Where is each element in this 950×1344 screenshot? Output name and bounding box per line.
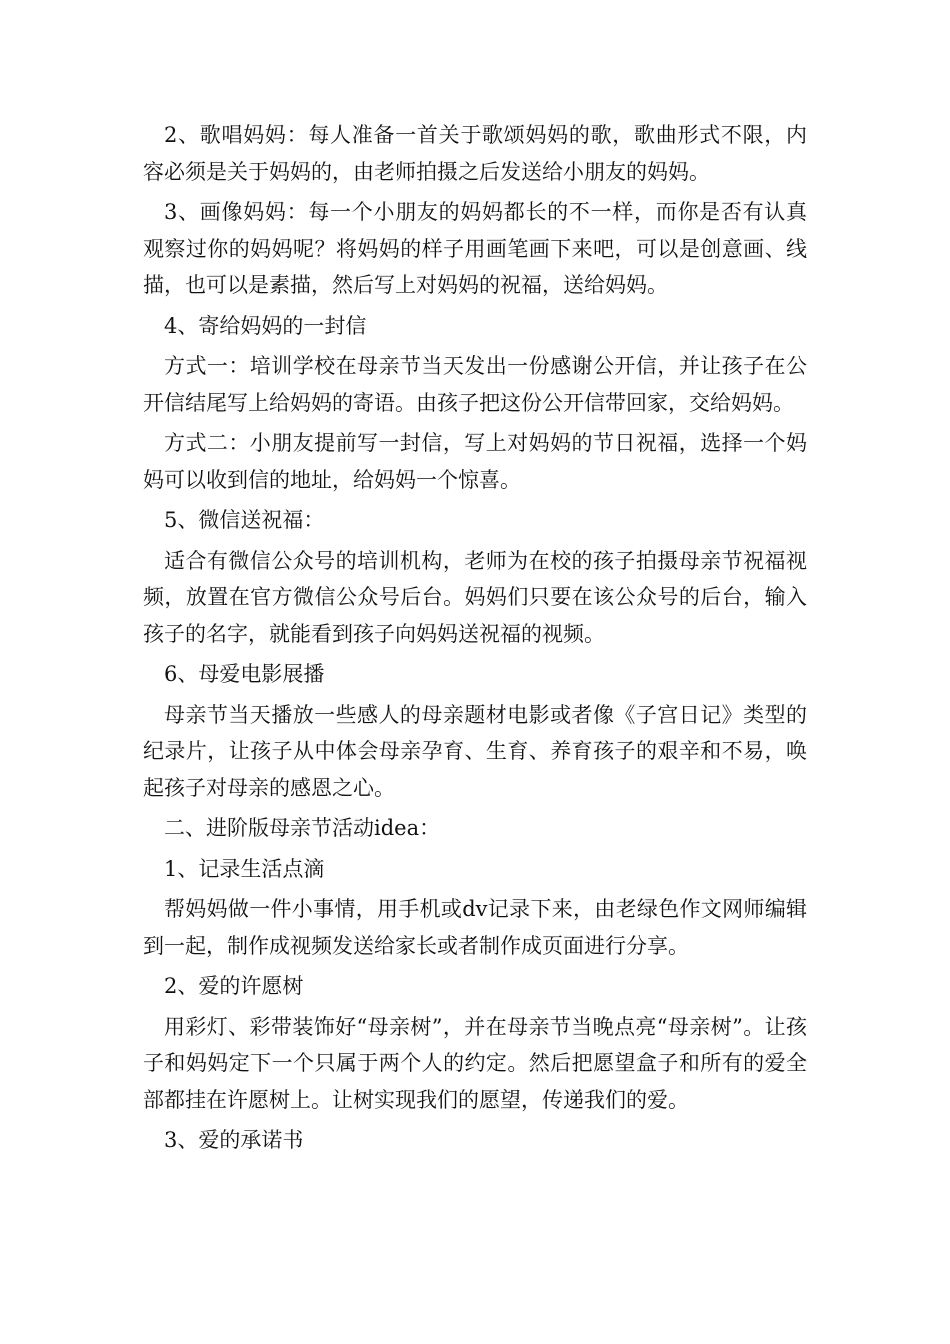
paragraph-method-one: 方式一：培训学校在母亲节当天发出一份感谢公开信，并让孩子在公开信结尾写上给妈妈的寄语。由孩子把这份公开信带回家，交给妈妈。 [143,354,807,415]
paragraph-record-life: 帮妈妈做一件小事情，用手机或dv记录下来，由老绿色作文网师编辑到一起，制作成视频发送给家长或者制作成页面进行分享。 [143,897,807,958]
paragraph-portrait-mom: 3、画像妈妈：每一个小朋友的妈妈都长的不一样，而你是否有认真观察过你的妈妈呢？将妈妈的样子用画笔画下来吧，可以是创意画、线描，也可以是素描，然后写上对妈妈的祝福，送给妈妈。 [143,200,807,297]
heading-record-life: 1、记录生活点滴 [164,856,325,881]
heading-movie-screening: 6、母爱电影展播 [164,662,325,686]
heading-wish-tree: 2、爱的许愿树 [164,974,304,998]
heading-wechat-wishes: 5、微信送祝福： [164,508,325,532]
paragraph-singing-mom: 2、歌唱妈妈：每人准备一首关于歌颂妈妈的歌，歌曲形式不限，内容必须是关于妈妈的，由老师拍摄之后发送给小朋友的妈妈。 [143,123,807,184]
heading-promise-letter: 3、爱的承诺书 [164,1128,304,1152]
document-body [143,117,807,1163]
heading-letter-to-mom: 4、寄给妈妈的一封信 [164,313,367,338]
section-heading-advanced: 二、进阶版母亲节活动idea： [164,816,441,840]
paragraph-method-two: 方式二：小朋友提前写一封信，写上对妈妈的节日祝福，选择一个妈妈可以收到信的地址，给妈妈一个惊喜。 [143,431,807,492]
paragraph-wish-tree: 用彩灯、彩带装饰好“母亲树”，并在母亲节当晚点亮“母亲树”。让孩子和妈妈定下一个只属于两个人的约定。然后把愿望盒子和所有的爱全部都挂在许愿树上。让树实现我们的愿望，传递我们的爱。 [143,1014,807,1112]
paragraph-movie-screening: 母亲节当天播放一些感人的母亲题材电影或者像《子宫日记》类型的纪录片，让孩子从中体会母亲孕育、生育、养育孩子的艰辛和不易，唤起孩子对母亲的感恩之心。 [143,702,807,800]
paragraph-wechat-wishes: 适合有微信公众号的培训机构，老师为在校的孩子拍摄母亲节祝福视频，放置在官方微信公众号后台。妈妈们只要在该公众号的后台，输入孩子的名字，就能看到孩子向妈妈送祝福的视频。 [143,548,807,646]
